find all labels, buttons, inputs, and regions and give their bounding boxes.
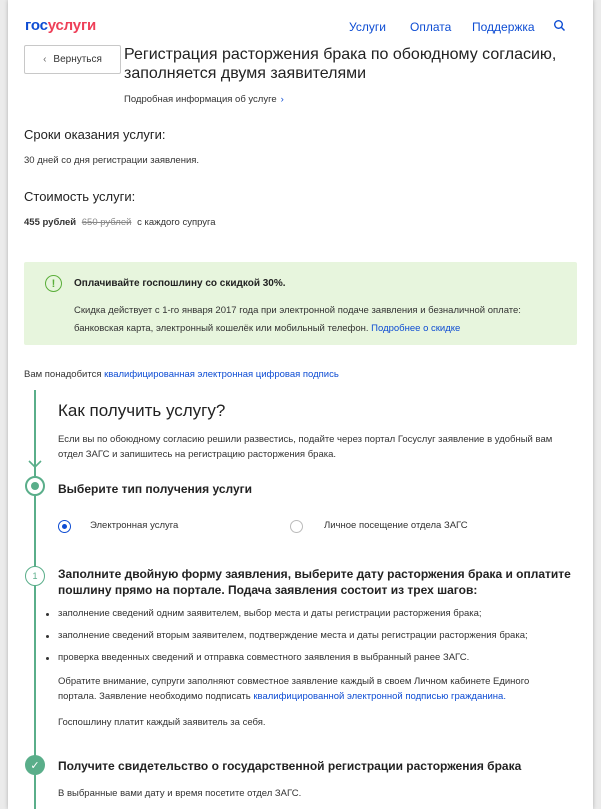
cost-line [24,217,216,228]
radio-electronic-label[interactable]: Электронная услуга [90,520,179,531]
step3-text: В выбранные вами дату и время посетите отдел ЗАГС. [58,788,302,799]
qualified-signature-link[interactable]: квалифицированной электронной подписью гражданина. [253,691,506,702]
back-button[interactable] [24,45,121,74]
step-dot [31,482,39,490]
discount-notice [24,262,577,345]
arrow-down-icon [28,460,42,469]
more-info-label: Подробная информация об услуге [124,94,277,105]
logo-part-gos: гос [25,17,48,34]
timeline-line [34,390,36,809]
step2-note-text: Обратите внимание, супруги заполняют совместное заявление каждый в своем Личном кабинете Единого портала. Заявление необходимо подписать [58,676,530,702]
signature-prefix: Вам понадобится [24,369,102,380]
notice-title: Оплачивайте госпошлину со скидкой 30%. [74,278,286,289]
terms-text: 30 дней со дня регистрации заявления. [24,155,200,166]
cost-heading: Стоимость услуги: [24,189,136,204]
logo-part-uslugi: услуги [47,17,97,34]
gosuslugi-logo[interactable] [25,17,96,34]
more-info-link[interactable] [124,94,284,105]
step-marker-current [25,476,45,496]
bullet-dot [46,635,49,638]
chevron-left-icon: ‹ [43,54,47,65]
step3-title: Получите свидетельство о государственной регистрации расторжения брака [58,759,522,773]
price-old: 650 рублей [81,217,132,228]
notice-text [74,302,564,338]
page [8,0,593,809]
notice-body: Скидка действует с 1-го января 2017 года при электронной подаче заявления и безналичной оплате: банковская карта, электронный кошелёк или мобильный телефон. [74,305,521,334]
price-suffix: с каждого супруга [137,217,216,228]
bullet-dot [46,657,49,660]
terms-heading: Сроки оказания услуги: [24,127,166,142]
how-text: Если вы по обоюдному согласию решили развестись, подайте через портал Госуслуг заявление в удобный вам отдел ЗАГС и запишитесь на регистрацию расторжения брака. [58,434,553,460]
header [8,0,593,50]
bullet-item-2: заполнение сведений вторым заявителем, подтверждение места и даты регистрации расторжения брака; [58,630,528,641]
discount-details-link[interactable]: Подробнее о скидке [371,323,461,334]
back-button-label: Вернуться [53,54,102,65]
step1-title: Выберите тип получения услуги [58,482,253,496]
step2-title: Заполните двойную форму заявления, выберите дату расторжения брака и оплатите пошлину прямо на портале. Подача заявления состоит из трех шагов: [58,567,571,597]
nav-support[interactable]: Поддержка [472,20,535,34]
fee-note: Госпошлину платит каждый заявитель за себя. [58,717,266,728]
bullet-item-3: проверка введенных сведений и отправка совместного заявления в выбранный ранее ЗАГС. [58,652,470,663]
step-number-1: 1 [25,566,45,586]
bullet-item-1: заполнение сведений одним заявителем, выбор места и даты регистрации расторжения брака; [58,608,482,619]
page-title: Регистрация расторжения брака по обоюдному согласию, заполняется двумя заявителями [124,46,557,82]
search-icon[interactable] [553,19,567,33]
nav-payment[interactable]: Оплата [410,20,452,34]
signature-link[interactable]: квалифицированная электронная цифровая подпись [104,369,339,380]
signature-requirement [24,369,339,380]
checkmark-icon: ✓ [25,755,45,775]
bullet-dot [46,613,49,616]
radio-personal-visit[interactable] [290,520,303,533]
price-new: 455 рублей [24,217,77,228]
radio-electronic[interactable] [58,520,71,533]
step2-note [58,674,568,704]
chevron-right-icon: › [280,94,284,105]
how-title: Как получить услугу? [58,401,226,420]
nav-services[interactable]: Услуги [349,20,386,34]
info-exclamation-icon: ! [45,275,62,292]
radio-personal-visit-label[interactable]: Личное посещение отдела ЗАГС [324,520,468,531]
